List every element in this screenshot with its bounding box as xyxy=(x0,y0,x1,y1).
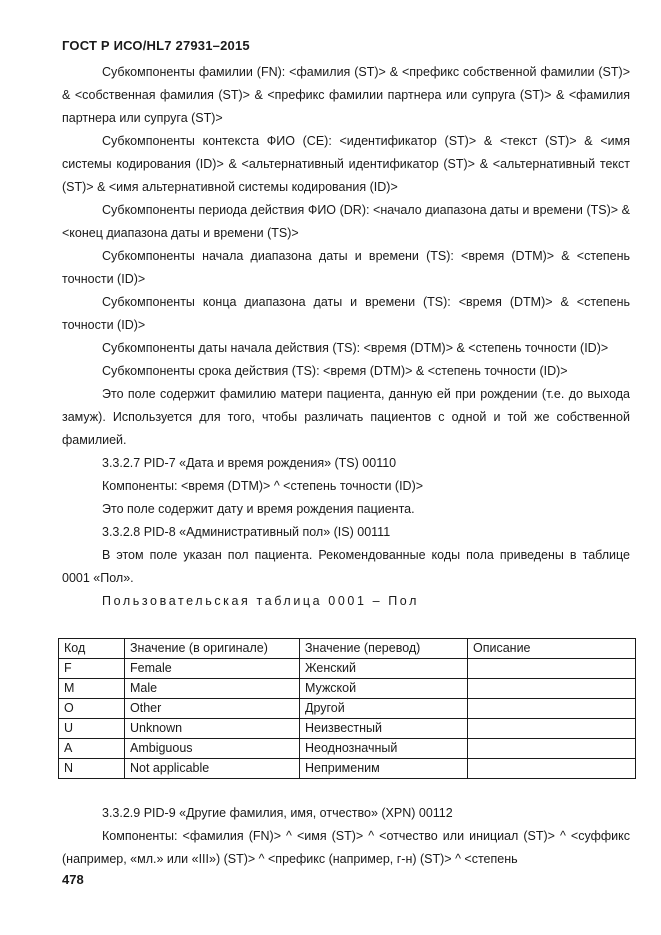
table-row xyxy=(59,719,636,739)
table-row xyxy=(59,759,636,779)
table-cell: A xyxy=(59,739,125,759)
paragraph: Субкомпоненты фамилии (FN): <фамилия (ST)> & <префикс собственной фамилии (ST)> & <собственная фамилия (ST)> & <префикс фамилии партнера или супруга (ST)> & <фамилия партнера или супруга (ST)> xyxy=(62,65,630,125)
table-cell: Другой xyxy=(300,699,468,719)
table-cell: Not applicable xyxy=(125,759,300,779)
main-text xyxy=(62,61,630,613)
continuation-text xyxy=(62,802,630,871)
paragraph: Субкомпоненты даты начала действия (TS): <время (DTM)> & <степень точности (ID)> xyxy=(102,341,609,355)
table-cell: Unknown xyxy=(125,719,300,739)
table-cell: F xyxy=(59,659,125,679)
table-cell: N xyxy=(59,759,125,779)
table-cell xyxy=(468,739,636,759)
column-header: Значение (перевод) xyxy=(300,639,468,659)
table-header-row xyxy=(59,639,636,659)
table-cell: Ambiguous xyxy=(125,739,300,759)
paragraph: Это поле содержит дату и время рождения пациента. xyxy=(102,502,415,516)
paragraph: Субкомпоненты конца диапазона даты и времени (TS): <время (DTM)> & <степень точности (ID)> xyxy=(62,295,630,332)
paragraph: Субкомпоненты срока действия (TS): <время (DTM)> & <степень точности (ID)> xyxy=(102,364,568,378)
column-header: Описание xyxy=(468,639,636,659)
table-cell: M xyxy=(59,679,125,699)
table-cell: U xyxy=(59,719,125,739)
table-caption: Пользовательская таблица 0001 – Пол xyxy=(102,594,419,608)
table-cell: Other xyxy=(125,699,300,719)
section-heading: 3.3.2.7 PID-7 «Дата и время рождения» (TS) 00110 xyxy=(102,456,397,470)
sex-code-table xyxy=(58,638,636,779)
table-cell xyxy=(468,679,636,699)
section-heading: 3.3.2.8 PID-8 «Административный пол» (IS) 00111 xyxy=(102,525,391,539)
paragraph: Субкомпоненты периода действия ФИО (DR): <начало диапазона даты и времени (TS)> & <конец диапазона даты и времени (TS)> xyxy=(62,203,630,240)
page-number: 478 xyxy=(62,872,84,887)
table-cell: Female xyxy=(125,659,300,679)
table-cell xyxy=(468,659,636,679)
paragraph: Компоненты: <время (DTM)> ^ <степень точности (ID)> xyxy=(102,479,424,493)
table-row xyxy=(59,739,636,759)
table-cell: Женский xyxy=(300,659,468,679)
table-row xyxy=(59,679,636,699)
table-row xyxy=(59,699,636,719)
table-cell: Неприменим xyxy=(300,759,468,779)
table-cell xyxy=(468,759,636,779)
column-header: Код xyxy=(59,639,125,659)
table-row xyxy=(59,659,636,679)
table-cell: Male xyxy=(125,679,300,699)
paragraph: Компоненты: <фамилия (FN)> ^ <имя (ST)> ^ <отчество или инициал (ST)> ^ <суффикс (например, «мл.» или «III») (ST)> ^ <префикс (например, г-н) (ST)> ^ <степень xyxy=(62,829,630,866)
table-cell: O xyxy=(59,699,125,719)
table-cell xyxy=(468,719,636,739)
page-header: ГОСТ Р ИСО/HL7 27931–2015 xyxy=(62,38,250,53)
paragraph: Это поле содержит фамилию матери пациента, данную ей при рождении (т.е. до выхода замуж). Используется для того, чтобы различать пациентов с одной и той же собственной фамилией. xyxy=(62,387,630,447)
section-heading: 3.3.2.9 PID-9 «Другие фамилия, имя, отчество» (XPN) 00112 xyxy=(102,806,453,820)
table-cell: Неизвестный xyxy=(300,719,468,739)
table-cell: Неоднозначный xyxy=(300,739,468,759)
table-cell xyxy=(468,699,636,719)
paragraph: В этом поле указан пол пациента. Рекомендованные коды пола приведены в таблице 0001 «Пол». xyxy=(62,548,630,585)
column-header: Значение (в оригинале) xyxy=(125,639,300,659)
paragraph: Субкомпоненты контекста ФИО (CE): <идентификатор (ST)> & <текст (ST)> & <имя системы кодирования (ID)> & <альтернативный идентификатор (ST)> & <альтернативный текст (ST)> & <имя альтернативной системы кодирования (ID)> xyxy=(62,134,630,194)
table-cell: Мужской xyxy=(300,679,468,699)
paragraph: Субкомпоненты начала диапазона даты и времени (TS): <время (DTM)> & <степень точности (ID)> xyxy=(62,249,630,286)
